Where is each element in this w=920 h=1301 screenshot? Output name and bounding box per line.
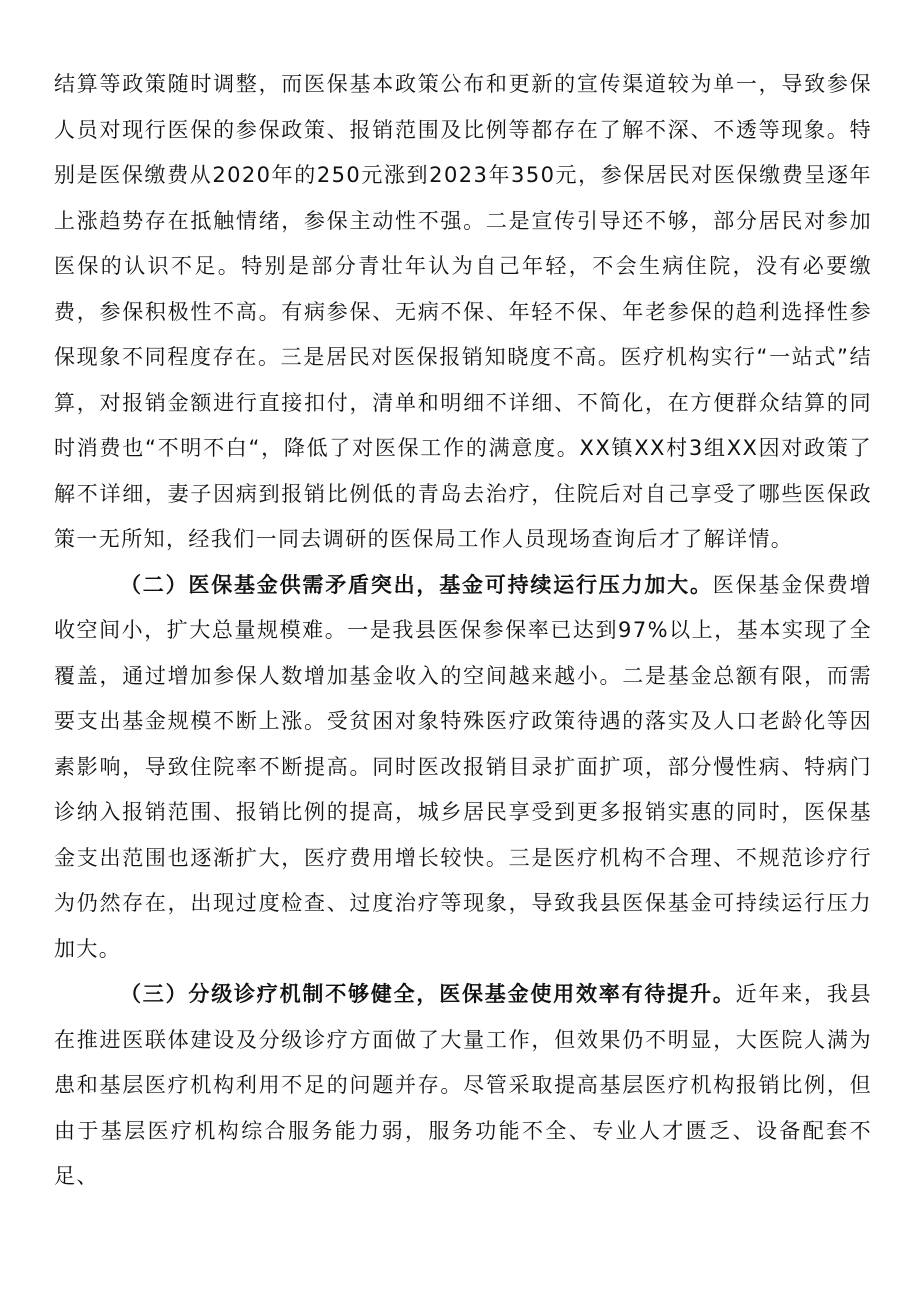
paragraph-3-text: 近年来，我县在推进医联体建设及分级诊疗方面做了大量工作，但效果仍不明显，大医院人满为患和基层医疗机构利用不足的问题并存。尽管采取提高基层医疗机构报销比例，但由于基层医疗机构综合服务能力弱，服务功能不全、专业人才匮乏、设备配套不足、 xyxy=(54,982,872,1188)
paragraph-2 xyxy=(54,563,872,973)
section-heading-2: （二）医保基金供需矛盾突出，基金可持续运行压力加大。 xyxy=(120,572,713,597)
paragraph-1-text: 结算等政策随时调整，而医保基本政策公布和更新的宣传渠道较为单一，导致参保人员对现行医保的参保政策、报销范围及比例等都存在了解不深、不透等现象。特别是医保缴费从2020年的250元涨到2023年350元，参保居民对医保缴费呈逐年上涨趋势存在抵触情绪，参保主动性不强。二是宣传引导还不够，部分居民对参加医保的认识不足。特别是部分青壮年认为自己年轻，不会生病住院，没有必要缴费，参保积极性不高。有病参保、无病不保、年轻不保、年老参保的趋利选择性参保现象不同程度存在。三是居民对医保报销知晓度不高。医疗机构实行“一站式”结算，对报销金额进行直接扣付，清单和明细不详细、不简化，在方便群众结算的同时消费也“不明不白“，降低了对医保工作的满意度。XX镇XX村3组XX因对政策了解不详细，妻子因病到报销比例低的青岛去治疗，住院后对自己享受了哪些医保政策一无所知，经我们一同去调研的医保局工作人员现场查询后才了解详情。 xyxy=(54,72,872,551)
paragraph-2-text: 医保基金保费增收空间小，扩大总量规模难。一是我县医保参保率已达到97%以上，基本实现了全覆盖，通过增加参保人数增加基金收入的空间越来越小。二是基金总额有限，而需要支出基金规模不断上涨。受贫困对象特殊医疗政策待遇的落实及人口老龄化等因素影响，导致住院率不断提高。同时医改报销目录扩面扩项，部分慢性病、特病门诊纳入报销范围、报销比例的提高，城乡居民享受到更多报销实惠的同时，医保基金支出范围也逐渐扩大，医疗费用增长较快。三是医疗机构不合理、不规范诊疗行为仍然存在，出现过度检查、过度治疗等现象，导致我县医保基金可持续运行压力加大。 xyxy=(54,572,872,961)
paragraph-3 xyxy=(54,972,872,1200)
section-heading-3: （三）分级诊疗机制不够健全，医保基金使用效率有待提升。 xyxy=(120,982,736,1006)
document-body xyxy=(54,62,872,1200)
paragraph-1 xyxy=(54,62,872,563)
